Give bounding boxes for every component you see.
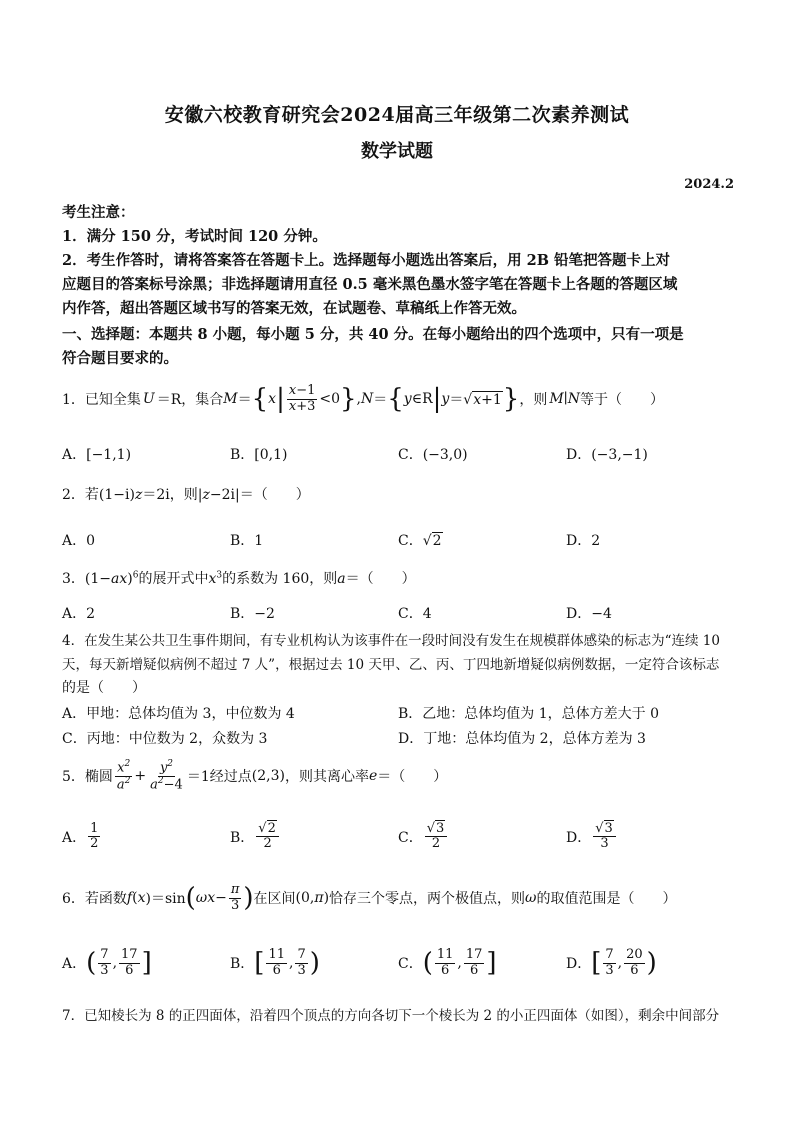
notice-item-2-line-1: 2．考生作答时，请将答案答在答题卡上。选择题每小题选出答案后，用 2B 铅笔把答题卡上对 [62,252,671,269]
notice-heading: 考生注意： [62,204,135,221]
q2-option-c: C．√2 [398,533,442,549]
q3-option-d: D．−4 [566,606,612,622]
q4-option-d: D．丁地：总体均值为 2，总体方差为 3 [398,731,646,747]
q5-option-c: C． $\frac{√3}{2}$ [398,822,449,852]
q2-suffix: ＝（ ） [239,487,310,503]
question-6: 6．若函数 f ( x )＝sin ( ωx − $\frac{\pi}{3}$ ) 在区间 (0, π ) 恰存三个零点，两个极值点，则 ω 的取值范围是（ ） [62,882,677,913]
section-1-heading-line-2: 符合题目要求的。 [62,350,178,367]
q1-option-c: C．(−3,0) [398,447,468,463]
q2-option-b: B．1 [230,533,264,549]
question-5: 5．椭圆 $\frac{x^2}{a^2}$ + $\frac{y^2}{a^2-4}$ ＝1 经过点 (2,3) ，则其离心率 e ＝（ ） [62,759,448,792]
q4-line-3: 的是（ ） [62,680,146,696]
q1-option-d: D．(−3,−1) [566,447,648,463]
notice-item-1: 1．满分 150 分，考试时间 120 分钟。 [62,228,327,245]
q2-prefix: 2．若 [62,487,99,503]
q6-option-d: D． [ $\frac{7}{3}$ , $\frac{20}{6}$ ) [566,947,657,978]
q1-prefix: 1．已知全集 [62,392,141,408]
question-1: 1．已知全集 U ＝R ，集合 M ＝ { x | $\frac{x-1}{x+3}$ <0 } , N ＝ { y ∈R | y ＝√ x+1 } ，则 M ∣ N 等于（ ） [62,383,664,414]
q4-line-1: 4．在发生某公共卫生事件期间，有专业机构认为该事件在一段时间没有发生在规模群体感染的标志为“连续 10 [62,633,720,649]
exam-title: 安徽六校教育研究会2024届高三年级第二次素养测试 [164,104,630,126]
q1-mid-2: ，则 [519,392,548,408]
section-1-heading-line-1: 一、选择题：本题共 8 小题，每小题 5 分，共 40 分。在每小题给出的四个选项中，只有一项是 [62,326,684,343]
q6-option-c: C． ( $\frac{11}{6}$ , $\frac{17}{6}$ ] [398,947,497,978]
question-3: 3．$(1-ax)^6$的展开式中$x^3$的系数为 160，则a＝（ ） [62,570,416,587]
q4-line-2: 天，每天新增疑似病例不超过 7 人”，根据过去 10 天甲、乙、丙、丁四地新增疑似病例数据，一定符合该标志 [62,657,720,673]
notice-item-2-line-2: 应题目的答案标号涂黑；非选择题请用直径 0.5 毫米黑色墨水签字笔在答题卡上各题的答题区域 [62,276,678,293]
q1-mid-1: ，集合 [181,392,224,408]
q2-option-d: D．2 [566,533,601,549]
q5-option-d: D． $\frac{√3}{3}$ [566,822,618,852]
q1-option-a: A．[−1,1) [62,447,132,463]
exam-subtitle: 数学试题 [361,141,433,162]
q1-suffix: 等于（ ） [580,392,664,408]
q5-option-b: B． $\frac{√2}{2}$ [230,822,281,852]
question-2: 2．若(1−i)z＝2i，则|z−2i|＝（ ） [62,487,310,503]
q4-option-a: A．甲地：总体均值为 3，中位数为 4 [62,706,295,722]
q4-option-b: B．乙地：总体均值为 1，总体方差大于 0 [398,706,660,722]
exam-date: 2024.2 [684,177,734,192]
q7-line-1: 7．已知棱长为 8 的正四面体，沿着四个顶点的方向各切下一个棱长为 2 的小正四面体（如图），剩余中间部分 [62,1008,720,1024]
q5-option-a: A． $\frac{1}{2}$ [62,821,99,852]
q2-mid: ，则 [169,487,198,503]
q3-option-b: B．−2 [230,606,275,622]
q3-option-c: C．4 [398,606,432,622]
q6-option-b: B． [ $\frac{11}{6}$ , $\frac{7}{3}$ ) [230,947,320,978]
q4-option-c: C．丙地：中位数为 2，众数为 3 [62,731,268,747]
q6-option-a: A． ( $\frac{7}{3}$ , $\frac{17}{6}$ ] [62,947,152,978]
q3-option-a: A．2 [62,606,96,622]
q1-option-b: B．[0,1) [230,447,288,463]
q2-option-a: A．0 [62,533,96,549]
notice-item-2-line-3: 内作答，超出答题区域书写的答案无效，在试题卷、草稿纸上作答无效。 [62,300,526,317]
